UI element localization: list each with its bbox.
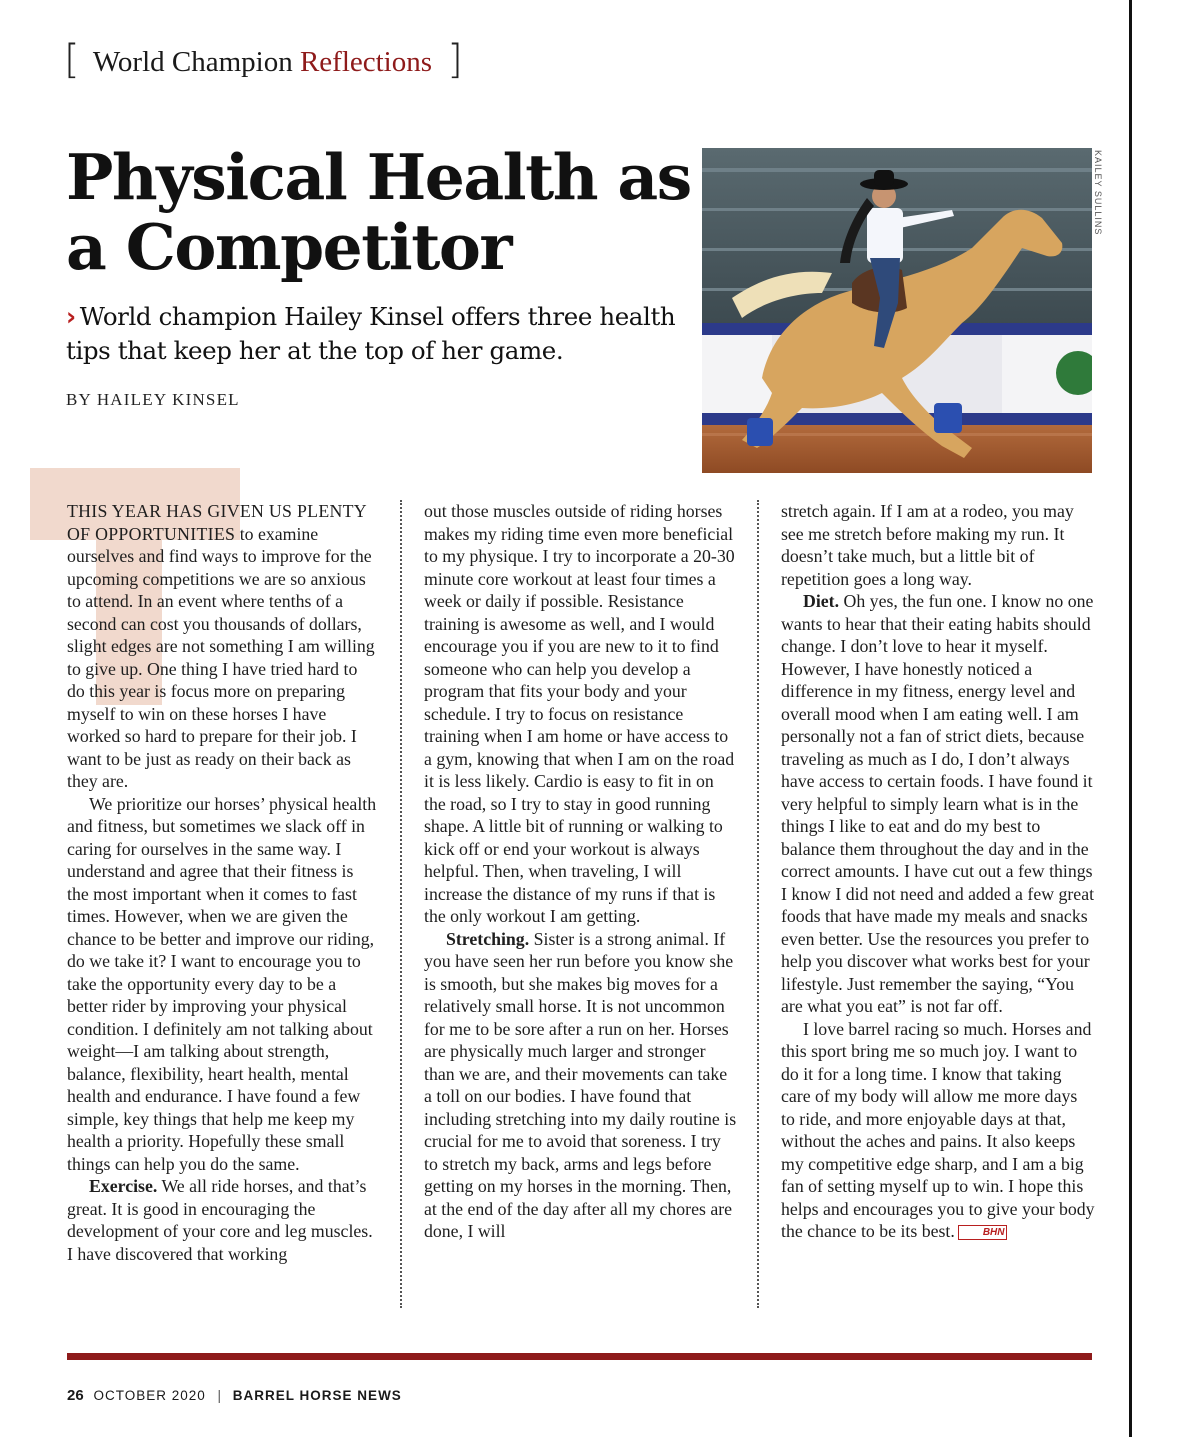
dek (66, 300, 706, 368)
article-paragraph (424, 928, 738, 1243)
column-divider (400, 500, 402, 1308)
article-paragraph: stretch again. If I am at a rodeo, you may see me stretch before making my run. It doesn’t take much, but a little bit of repetition goes a long way. (781, 501, 1074, 589)
folio (67, 1387, 402, 1404)
hero-photo (702, 148, 1092, 473)
article-paragraph (781, 1018, 1095, 1243)
section-label-accent: Reflections (299, 46, 433, 78)
barrel-racer-photo (702, 148, 1092, 473)
folio-separator: | (217, 1388, 222, 1403)
paragraph-text: I love barrel racing so much. Horses and this sport bring me so much joy. I want to do it for a long time. I know that taking care of my body will allow me more days to ride, and more enjoyable days at that, without the aches and pains. It also keeps my competitive edge sharp, and I am a big fan of setting myself up to win. I hope this helps and encourages you to give your body the chance to be its best. (781, 1018, 1095, 1241)
section-close-bracket: ] (447, 37, 463, 83)
paragraph-text: We all ride horses, and that’s great. It is good in encouraging the development of your core and leg muscles. I have discovered that working (67, 1176, 373, 1264)
byline: BY HAILEY KINSEL (66, 390, 240, 409)
paragraph-text: to examine ourselves and find ways to improve for the upcoming competitions we are so anxious to attend. In an event where tenths of a second can cost you thousands of dollars, slight edges are not something I am willing to give up. One thing I have tried hard to do this year is focus more on preparing myself to win on these horses I have worked so hard to prepare for their job. I want to be just as ready on their back as they are. (67, 523, 375, 791)
photo-credit: KAILEY SULLINS (1093, 150, 1103, 236)
end-mark-logo: BHN (958, 1225, 1008, 1240)
section-tag (64, 38, 463, 84)
chevron-icon: › (66, 302, 76, 331)
subhead-diet: Diet. (803, 591, 840, 611)
lead-in: THIS YEAR HAS GIVEN US PLENTY OF OPPORTUNITIES (67, 501, 367, 544)
page-edge-rule (1129, 0, 1132, 1437)
article-paragraph (67, 500, 377, 793)
article-column-2 (424, 500, 738, 1243)
magazine-name: BARREL HORSE NEWS (232, 1388, 402, 1403)
section-open-bracket: [ (64, 37, 80, 83)
article-column-3 (781, 500, 1095, 1243)
subhead-stretching: Stretching. (446, 928, 530, 949)
column-divider (757, 500, 759, 1308)
article-column-1 (67, 500, 377, 1265)
article-paragraph (781, 590, 1095, 1018)
section-label: World Champion (92, 46, 293, 78)
headline: Physical Health as a Competitor (66, 140, 691, 284)
subhead-exercise: Exercise. (89, 1176, 158, 1196)
issue-date: OCTOBER 2020 (93, 1388, 206, 1403)
paragraph-text: Sister is a strong animal. If you have seen her run before you know she is smooth, but she makes big moves for a relatively small horse. It is not uncommon for me to be sore after a run on her. Horses are physically much larger and stronger than we are, and their movements can take a toll on our bodies. I have found that including stretching into my daily routine is crucial for me to avoid that soreness. I try to stretch my back, arms and legs before getting on my horses in the morning. Then, at the end of the day after all my chores are done, I will (424, 928, 737, 1241)
paragraph-text: Oh yes, the fun one. I know no one wants to hear that their eating habits should change. I don’t love to hear it myself. However, I have honestly noticed a difference in my fitness, energy level and overall mood when I am eating well. I am personally not a fan of strict diets, because traveling as much as I do, I don’t always have access to certain foods. I have found it very helpful to simply learn what is in the things I like to eat and do my best to balance them throughout the day and in the correct amounts. I have cut out a few things I know I did not need and added a few great foods that have made my meals and snacks even better. Use the resources you prefer to help you discover what works best for your lifestyle. Just remember the saying, “You are what you eat” is not far off. (781, 591, 1095, 1016)
footer-rule (67, 1353, 1092, 1360)
article-paragraph: out those muscles outside of riding horses makes my riding time even more beneficial to my physique. I try to incorporate a 20-30 minute core workout at least four times a week or daily if possible. Resistance training is awesome as well, and I would encourage you if you are new to it to find someone who can help you develop a program that fits your body and your schedule. I try to focus on resistance training when I am home or have access to a gym, knowing that when I am on the road it is less likely. Cardio is easy to fit in on the road, so I try to stay in good running shape. A little bit of running or walking to kick off or end your workout is always helpful. Then, when traveling, I will increase the distance of my runs if that is the only workout I am getting. (424, 501, 735, 926)
dek-text: World champion Hailey Kinsel offers three health tips that keep her at the top of her game. (66, 302, 676, 365)
article-paragraph (67, 1175, 377, 1265)
article-paragraph: We prioritize our horses’ physical health and fitness, but sometimes we slack off in caring for ourselves in the same way. I understand and agree that their fitness is the most important when it comes to fast times. However, when we are given the chance to be better and improve our riding, do we take it? I want to encourage you to take the opportunity every day to be a better rider by improving your physical condition. I definitely am not talking about weight—I am talking about strength, balance, flexibility, heart health, mental health and endurance. I have found a few simple, key things that help me keep my health a priority. Hopefully these small things can help you do the same. (67, 793, 377, 1174)
page-number: 26 (67, 1387, 84, 1404)
